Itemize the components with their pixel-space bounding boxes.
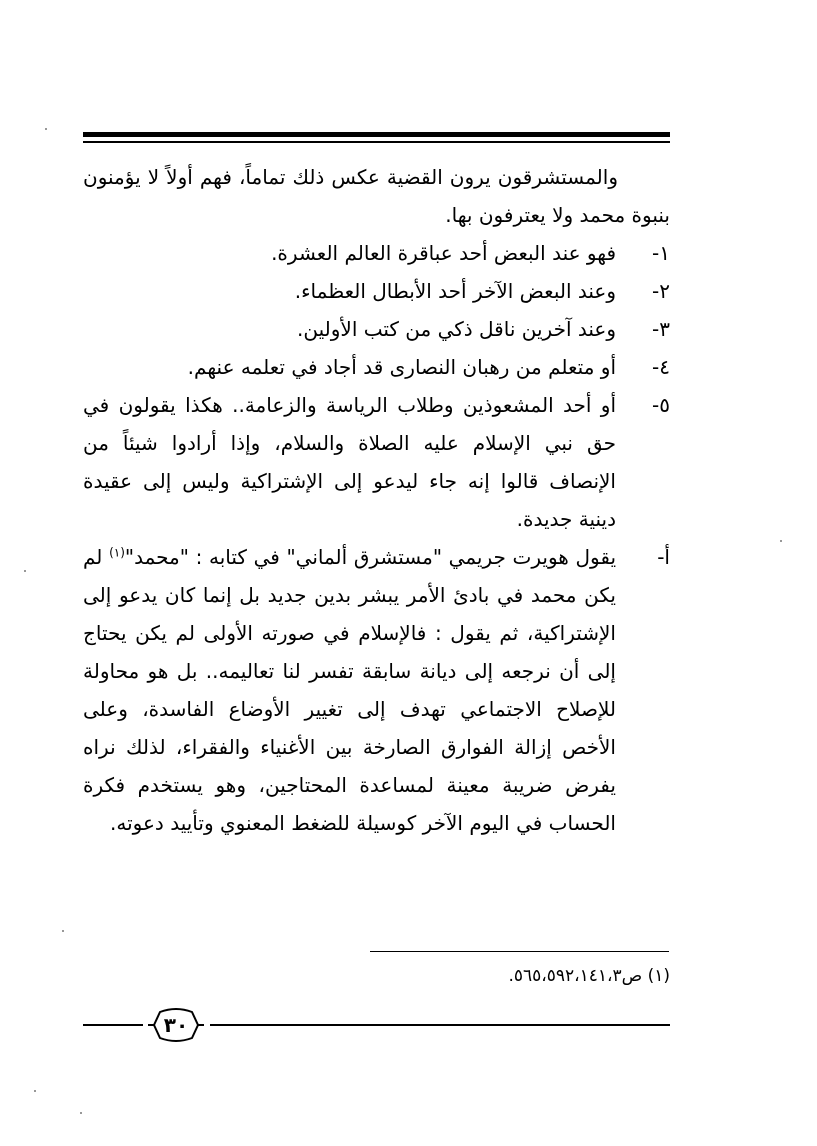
list-item (83, 234, 670, 272)
intro-line-2: يؤمنون بنبوة محمد ولا يعترفون بها. (83, 165, 670, 227)
scan-speck (80, 1112, 82, 1114)
page-number: ٣٠ (163, 1013, 189, 1037)
alef-text-start: يقول هويرت جريمي "مستشرق ألماني" في كتابه : "محمد" (124, 545, 617, 569)
item-text: وعند آخرين ناقل ذكي من كتب الأولين. (297, 317, 616, 341)
item-number: ٣- (652, 317, 670, 341)
scan-speck (62, 930, 64, 932)
header-rule-thin (83, 141, 670, 143)
list-item (83, 310, 670, 348)
intro-paragraph (83, 158, 670, 234)
scan-speck (780, 540, 782, 542)
item-text: أو متعلم من رهبان النصارى قد أجاد في تعلمه عنهم. (187, 355, 616, 379)
list-item (83, 348, 670, 386)
item-text: وعند البعض الآخر أحد الأبطال العظماء. (294, 279, 616, 303)
list-item (83, 386, 670, 538)
list-item (83, 272, 670, 310)
alef-number: أ- (657, 545, 670, 569)
scan-speck (34, 1090, 36, 1092)
item-number: ٥- (652, 393, 670, 417)
item-text: أو أحد المشعوذين وطلاب الرياسة والزعامة.. هكذا يقولون في حق نبي الإسلام عليه الصلاة والسلام، وإذا أرادوا شيئاً من الإنصاف قالوا إنه جاء ليدعو إلى الإشتراكية وليس إلى عقيدة دينية جديدة. (83, 393, 616, 531)
footnote-ref: (١) (109, 545, 125, 560)
item-number: ٤- (652, 355, 670, 379)
scan-speck (45, 128, 47, 130)
footnote: (١) ص٥٦٥،٥٩٢،١٤١،٣. (508, 966, 670, 986)
item-text: فهو عند البعض أحد عباقرة العالم العشرة. (271, 241, 616, 265)
item-number: ٢- (652, 279, 670, 303)
footer-rule-left (83, 1024, 143, 1026)
alef-text-rest: لم يكن محمد في بادئ الأمر يبشر بدين جديد بل إنما كان يدعو إلى الإشتراكية، ثم يقول : فالإسلام في صورته الأولى لم يكن يحتاج إلى أن نرجعه إلى ديانة سابقة تفسر لنا تعاليمه.. بل هو محاولة للإصلاح الاجتماعي تهدف إلى تغيير الأوضاع الفاسدة، وعلى الأخص إزالة الفوارق الصارخة بين الأغنياء والفقراء، لذلك نراه يفرض ضريبة معينة لمساعدة المحتاجين، وهو يستخدم فكرة الحساب في اليوم الآخر كوسيلة للضغط المعنوي وتأييد دعوته. (83, 545, 616, 835)
scan-speck (24, 570, 26, 572)
alef-paragraph (83, 538, 670, 842)
intro-line-1: والمستشرقون يرون القضية عكس ذلك تماماً، فهم أولاً لا (147, 165, 618, 189)
page-number-ornament (146, 1004, 206, 1046)
footer-rule-right (210, 1024, 670, 1026)
footnote-separator (370, 951, 669, 952)
page-body (83, 158, 670, 842)
header-rule-thick (83, 132, 670, 137)
item-number: ١- (652, 241, 670, 265)
